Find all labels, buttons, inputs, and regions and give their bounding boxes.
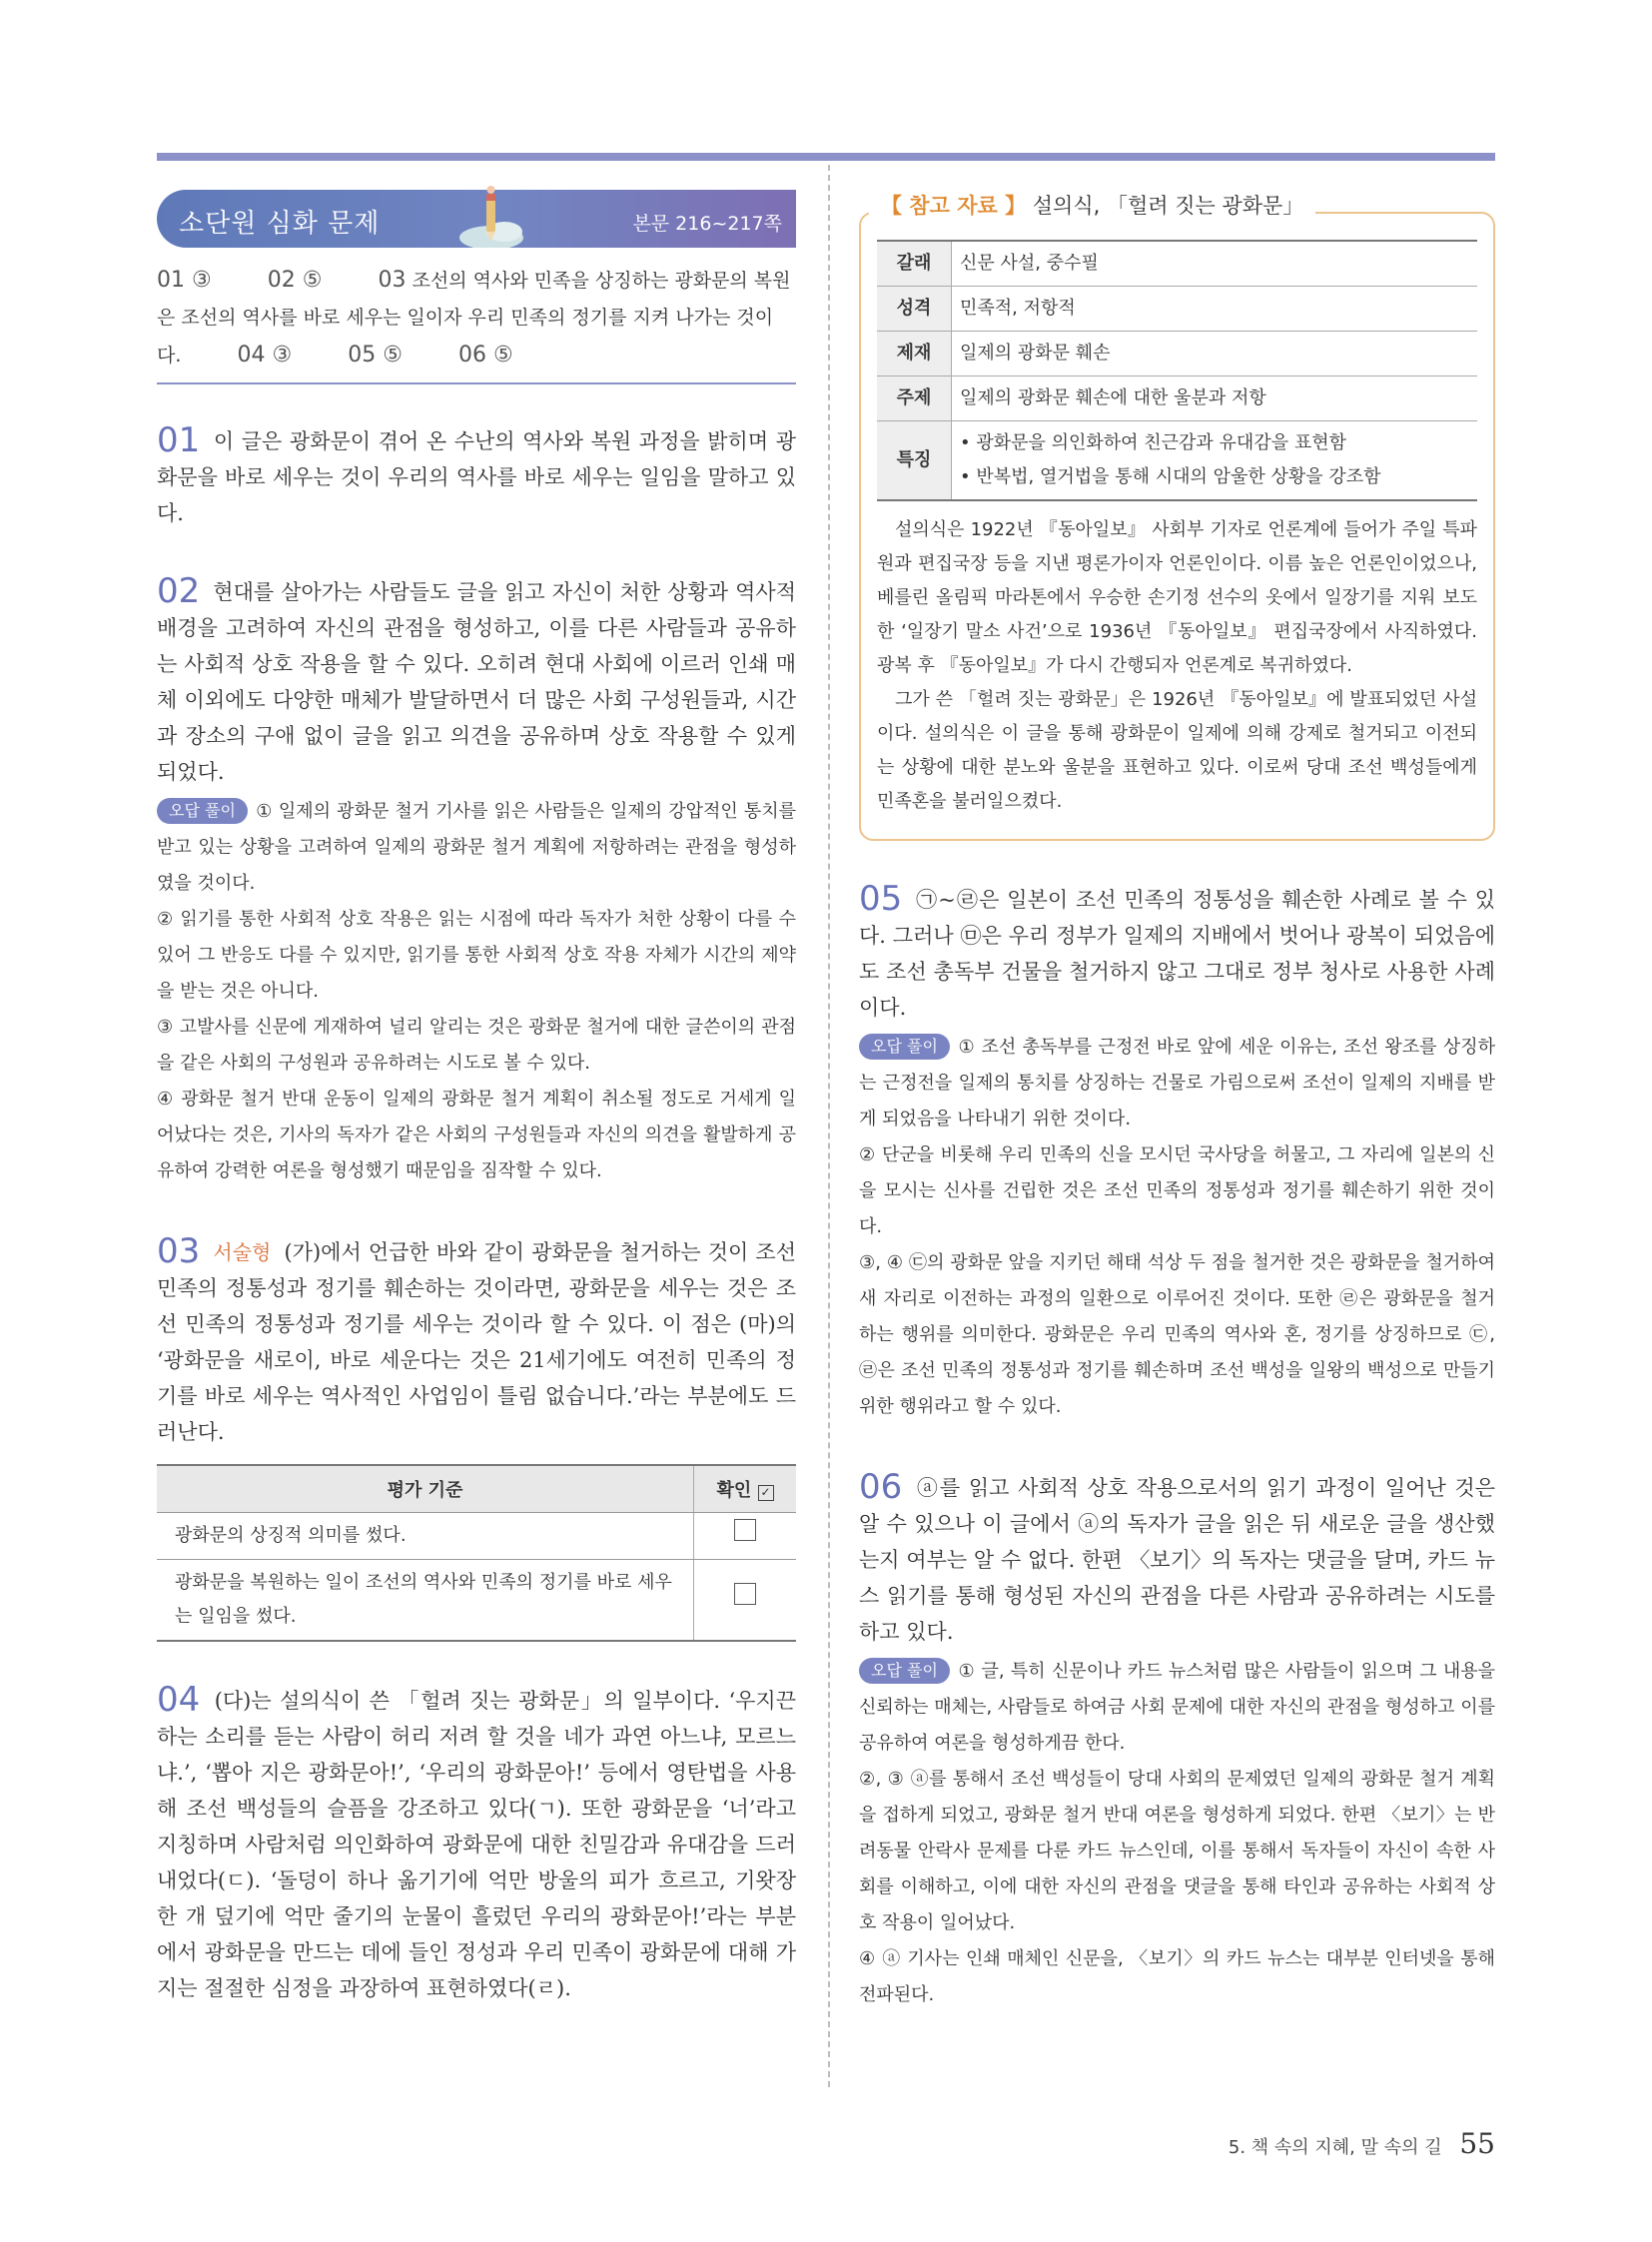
question-03 xyxy=(157,1233,796,1450)
solution-item: ① 글, 특히 신문이나 카드 뉴스처럼 많은 사람들이 읽으며 그 내용을 신뢰하는 매체는, 사람들로 하여금 사회 문제에 대한 자신의 관점을 형성하고 이를 공유하여 여론을 형성하게끔 한다. xyxy=(859,1661,1495,1754)
info-label: 제재 xyxy=(877,332,952,376)
criteria-row-1: 광화문의 상징적 의미를 썼다. xyxy=(157,1513,694,1560)
question-06 xyxy=(859,1469,1495,1650)
left-column xyxy=(157,190,796,2006)
reference-heading xyxy=(869,190,1315,220)
page-reference: 본문 216~217쪽 xyxy=(632,213,782,235)
section-banner xyxy=(157,190,796,248)
info-label: 주제 xyxy=(877,376,952,421)
info-label: 갈래 xyxy=(877,241,952,287)
right-column xyxy=(859,190,1495,2013)
answer-05: 05 ⑤ xyxy=(348,343,403,368)
answer-03: 조선의 역사와 민족을 상징하는 광화문의 복원은 조선의 역사를 바로 세우는 일이자 우리 민족의 정기를 지켜 나가는 것이다. xyxy=(157,270,791,367)
solution-item: ③, ④ ㉢의 광화문 앞을 지키던 해태 석상 두 점을 철거한 것은 광화문을 철거하여 새 자리로 이전하는 과정의 일환으로 이루어진 것이다. 또한 ㉣은 광화문을 철거하는 행위를 의미한다. 광화문은 우리 민족의 역사와 혼, 정기를 상징하므로 ㉢, ㉣은 조선 민족의 정통성과 정기를 훼손하며 조선 백성을 일왕의 백성으로 만들기 위한 행위라고 할 수 있다. xyxy=(859,1252,1495,1417)
checkbox[interactable] xyxy=(734,1583,756,1605)
info-value: • 광화문을 의인화하여 친근감과 유대감을 표현함 • 반복법, 열거법을 통해 시대의 암울한 상황을 강조함 xyxy=(952,421,1478,501)
solution-item: ① 조선 총독부를 근정전 바로 앞에 세운 이유는, 조선 왕조를 상징하는 근정전을 일제의 통치를 상징하는 건물로 가림으로써 조선이 일제의 지배를 받게 되었음을 나타내기 위한 것이다. xyxy=(859,1037,1495,1129)
criteria-header: 평가 기준 xyxy=(157,1465,694,1513)
question-02 xyxy=(157,573,796,790)
solution-05 xyxy=(859,1030,1495,1425)
question-text: (가)에서 언급한 바와 같이 광화문을 철거하는 것이 조선 민족의 정통성과 정기를 훼손하는 것이라면, 광화문을 세우는 것은 조선 민족의 정통성과 정기를 세우는 것이라 할 수 있다. 이 점은 (마)의 ‘광화문을 새로이, 바로 세운다는 것은 21세기에도 여전히 민족의 정기를 바로 세우는 역사적인 사업임이 틀림 없습니다.’라는 부분에도 드러난다. xyxy=(157,1240,796,1444)
question-number: 03 xyxy=(157,1231,201,1271)
info-value: 일제의 광화문 훼손에 대한 울분과 저항 xyxy=(952,376,1478,421)
question-number: 02 xyxy=(157,571,201,611)
info-value: 일제의 광화문 훼손 xyxy=(952,332,1478,376)
solution-item: ② 단군을 비롯해 우리 민족의 신을 모시던 국사당을 허물고, 그 자리에 일본의 신을 모시는 신사를 건립한 것은 조선 민족의 정통성과 정기를 훼손하기 위한 것이다. xyxy=(859,1144,1495,1237)
question-number: 05 xyxy=(859,879,903,919)
reference-paragraph: 그가 쓴 「헐려 짓는 광화문」은 1926년 『동아일보』에 발표되었던 사설이다. 설의식은 이 글을 통해 광화문이 일제에 의해 강제로 철거되고 이전되는 상황에 대한 분노와 울분을 표현하고 있다. 이로써 당대 조선 백성들에게 민족혼을 불러일으켰다. xyxy=(877,689,1477,812)
answer-04: 04 ③ xyxy=(237,343,293,368)
question-number: 01 xyxy=(157,420,201,460)
question-text: ㉠~㉣은 일본이 조선 민족의 정통성을 훼손한 사례로 볼 수 있다. 그러나 ㉤은 우리 정부가 일제의 지배에서 벗어나 광복이 되었음에도 조선 총독부 건물을 철거하지 않고 그대로 정부 청사로 사용한 사례이다. xyxy=(859,888,1495,1020)
reference-paragraph: 설의식은 1922년 『동아일보』 사회부 기자로 언론계에 들어가 주일 특파원과 편집국장 등을 지낸 평론가이자 언론인이다. 이름 높은 언론인이었으나, 베를린 올림픽 마라톤에서 우승한 손기정 선수의 옷에서 일장기를 지워 보도한 ‘일장기 말소 사건’으로 1936년 『동아일보』 편집국장에서 사직하였다. 광복 후 『동아일보』가 다시 간행되자 언론계로 복귀하였다. xyxy=(877,519,1477,676)
info-label: 성격 xyxy=(877,287,952,332)
answer-03-number: 03 xyxy=(378,268,407,293)
column-divider xyxy=(828,165,830,2087)
question-text: ⓐ를 읽고 사회적 상호 작용으로서의 읽기 과정이 일어난 것은 알 수 있으나 이 글에서 ⓐ의 독자가 글을 읽은 뒤 새로운 글을 생산했는지 여부는 알 수 없다. 한편 〈보기〉의 독자는 댓글을 달며, 카드 뉴스 읽기를 통해 형성된 자신의 관점을 다른 사람과 공유하려는 시도를 하고 있다. xyxy=(859,1476,1495,1644)
wrong-answer-badge: 오답 풀이 xyxy=(859,1034,950,1060)
wrong-answer-badge: 오답 풀이 xyxy=(157,798,248,824)
section-title: 소단원 심화 문제 xyxy=(179,209,381,239)
solution-item: ② 읽기를 통한 사회적 상호 작용은 읽는 시점에 따라 독자가 처한 상황이 다를 수 있어 그 반응도 다를 수 있지만, 읽기를 통한 사회적 상호 작용 자체가 시간의 제약을 받는 것은 아니다. xyxy=(157,909,796,1002)
question-05 xyxy=(859,881,1495,1026)
solution-item: ②, ③ ⓐ를 통해서 조선 백성들이 당대 사회의 문제였던 일제의 광화문 철거 계획을 접하게 되었고, 광화문 철거 반대 여론을 형성하게 되었다. 한편 〈보기〉는 반려동물 안락사 문제를 다룬 카드 뉴스인데, 이를 통해서 독자들이 자신이 속한 사회를 이해하고, 이에 대한 자신의 관점을 댓글을 통해 타인과 공유하는 사회적 상호 작용이 일어났다. xyxy=(859,1769,1495,1933)
question-number: 04 xyxy=(157,1680,201,1720)
solution-02 xyxy=(157,794,796,1189)
criteria-row-2: 광화문을 복원하는 일이 조선의 역사와 민족의 정기를 바로 세우는 일임을 썼다. xyxy=(157,1560,694,1642)
page-number: 55 xyxy=(1459,2127,1495,2160)
question-number: 06 xyxy=(859,1467,903,1507)
reference-label: 【 참고 자료 】 xyxy=(881,194,1027,218)
page-footer xyxy=(1229,2127,1495,2160)
question-01 xyxy=(157,422,796,531)
pencil-mascot-icon xyxy=(456,182,526,248)
answer-06: 06 ⑤ xyxy=(457,343,513,368)
reference-body xyxy=(877,513,1477,819)
answer-key xyxy=(157,262,796,384)
info-value: 민족적, 저항적 xyxy=(952,287,1478,332)
chapter-title: 5. 책 속의 지혜, 말 속의 길 xyxy=(1228,2137,1442,2158)
checkbox[interactable] xyxy=(734,1519,756,1541)
solution-item: ① 일제의 광화문 철거 기사를 읽은 사람들은 일제의 강압적인 통치를 받고 있는 상황을 고려하여 일제의 광화문 철거 계획에 저항하려는 관점을 형성하였을 것이다. xyxy=(157,801,796,894)
question-text: 이 글은 광화문이 겪어 온 수난의 역사와 복원 과정을 밝히며 광화문을 바로 세우는 것이 우리의 역사를 바로 세우는 일임을 말하고 있다. xyxy=(157,429,796,525)
wrong-answer-badge: 오답 풀이 xyxy=(859,1658,950,1684)
info-label: 특징 xyxy=(877,421,952,501)
question-text: 현대를 살아가는 사람들도 글을 읽고 자신이 처한 상황과 역사적 배경을 고려하여 자신의 관점을 형성하고, 이를 다른 사람들과 공유하는 사회적 상호 작용을 할 수 있다. 오히려 현대 사회에 이르러 인쇄 매체 이외에도 다양한 매체가 발달하면서 더 많은 사회 구성원들과, 시간과 장소의 구애 없이 글을 읽고 의견을 공유하며 상호 작용할 수 있게 되었다. xyxy=(157,580,796,784)
solution-item: ③ 고발사를 신문에 게재하여 널리 알리는 것은 광화문 철거에 대한 글쓴이의 관점을 같은 사회의 구성원과 공유하려는 시도로 볼 수 있다. xyxy=(157,1017,796,1074)
solution-06 xyxy=(859,1654,1495,2013)
reference-box xyxy=(859,194,1495,841)
top-rule xyxy=(157,153,1495,161)
evaluation-table xyxy=(157,1464,796,1642)
essay-tag: 서술형 xyxy=(213,1240,272,1264)
info-value: 신문 사설, 중수필 xyxy=(952,241,1478,287)
question-04 xyxy=(157,1682,796,2006)
reference-info-table xyxy=(877,240,1477,501)
checkbox-icon: ✓ xyxy=(758,1485,774,1501)
question-text: (다)는 설의식이 쓴 「헐려 짓는 광화문」의 일부이다. ‘우지끈하는 소리를 듣는 사람이 허리 저려 할 것을 네가 과연 아느냐, 모르느냐.’, ‘뽑아 지은 광화문아!’, ‘우리의 광화문아!’ 등에서 영탄법을 사용해 조선 백성들의 슬픔을 강조하고 있다(ㄱ). 또한 광화문을 ‘너’라고 지칭하며 사람처럼 의인화하여 광화문에 대한 친밀감과 유대감을 드러내었다(ㄷ). ‘돌덩이 하나 옮기기에 억만 방울의 피가 흐르고, 기왓장 한 개 덮기에 억만 줄기의 눈물이 흘렀던 우리의 광화문아!’라는 부분에서 광화문을 만드는 데에 들인 정성과 우리 민족이 광화문에 대해 가지는 절절한 심정을 과장하여 표현하였다(ㄹ). xyxy=(157,1689,796,2000)
check-header: 확인 ✓ xyxy=(694,1465,797,1513)
solution-item: ④ ⓐ 기사는 인쇄 매체인 신문을, 〈보기〉의 카드 뉴스는 대부분 인터넷을 통해 전파된다. xyxy=(859,1948,1495,2005)
reference-title: 설의식, 「헐려 짓는 광화문」 xyxy=(1032,194,1304,218)
answer-02: 02 ⑤ xyxy=(267,268,323,293)
answer-01: 01 ③ xyxy=(157,268,212,293)
solution-item: ④ 광화문 철거 반대 운동이 일제의 광화문 철거 계획이 취소될 정도로 거세게 일어났다는 것은, 기사의 독자가 같은 사회의 구성원들과 자신의 의견을 활발하게 공유하여 강력한 여론을 형성했기 때문임을 짐작할 수 있다. xyxy=(157,1089,796,1181)
